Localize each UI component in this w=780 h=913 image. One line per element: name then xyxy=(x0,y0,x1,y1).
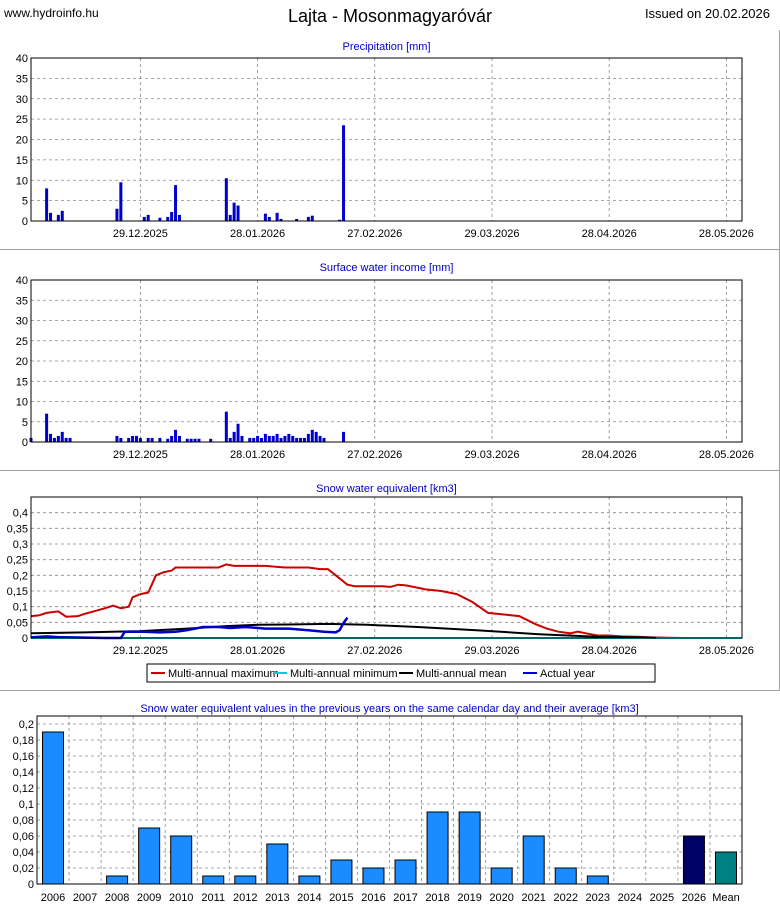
x-tick-label: 2024 xyxy=(617,892,643,904)
y-tick-label: 0,25 xyxy=(6,554,28,567)
x-tick-label: 27.02.2026 xyxy=(347,449,403,461)
bar xyxy=(555,868,576,884)
y-tick-label: 0 xyxy=(27,879,34,891)
y-tick-label: 0,2 xyxy=(12,570,28,583)
x-tick-label: 2020 xyxy=(489,892,514,904)
y-tick-label: 0,16 xyxy=(12,751,34,763)
y-tick-label: 0,18 xyxy=(12,735,34,747)
issued-date: Issued on 20.02.2026 xyxy=(644,6,770,21)
chart-title: Surface water income [mm] xyxy=(319,262,454,274)
y-tick-label: 0,04 xyxy=(12,847,34,859)
y-tick-label: 25 xyxy=(15,114,28,127)
bar xyxy=(491,868,512,884)
y-tick-label: 0 xyxy=(21,437,28,449)
y-tick-label: 35 xyxy=(15,73,28,86)
x-tick-label: 28.01.2026 xyxy=(230,228,286,240)
x-tick-label: 2014 xyxy=(297,892,322,904)
x-tick-label: 28.05.2026 xyxy=(698,645,754,657)
x-tick-label: 29.03.2026 xyxy=(464,645,520,657)
y-tick-label: 40 xyxy=(15,275,28,287)
bar xyxy=(299,876,320,884)
y-tick-label: 40 xyxy=(15,53,28,65)
y-tick-label: 15 xyxy=(15,376,28,389)
bar xyxy=(203,876,224,884)
y-tick-label: 5 xyxy=(21,416,28,429)
y-tick-label: 0,08 xyxy=(12,815,34,827)
x-tick-label: 28.01.2026 xyxy=(230,645,286,657)
y-tick-label: 5 xyxy=(21,195,28,208)
x-tick-label: 29.12.2025 xyxy=(112,449,168,461)
y-tick-label: 25 xyxy=(15,335,28,348)
y-tick-label: 0,3 xyxy=(12,539,28,551)
bar xyxy=(523,836,544,884)
bar xyxy=(683,836,704,884)
x-tick-label: 28.05.2026 xyxy=(698,228,754,240)
x-tick-label: Mean xyxy=(712,892,740,904)
x-tick-label: 2010 xyxy=(168,892,194,904)
x-tick-label: 2022 xyxy=(553,892,578,904)
x-tick-label: 29.03.2026 xyxy=(464,449,520,461)
x-tick-label: 28.04.2026 xyxy=(581,228,637,240)
y-tick-label: 0,12 xyxy=(12,783,34,795)
x-tick-label: 28.04.2026 xyxy=(581,449,637,461)
x-tick-label: 2021 xyxy=(521,892,546,904)
y-tick-label: 10 xyxy=(15,175,28,188)
x-tick-label: 2025 xyxy=(649,892,675,904)
y-tick-label: 20 xyxy=(15,356,28,368)
x-tick-label: 2015 xyxy=(329,892,354,904)
legend-label: Multi-annual minimum xyxy=(290,668,398,680)
bar xyxy=(715,852,736,884)
x-tick-label: 28.04.2026 xyxy=(581,645,637,657)
bar xyxy=(395,860,416,884)
y-tick-label: 15 xyxy=(15,154,28,167)
bar xyxy=(171,836,192,884)
bar xyxy=(427,812,448,884)
x-tick-label: 2013 xyxy=(265,892,290,904)
y-tick-label: 30 xyxy=(15,93,28,106)
y-tick-label: 0,1 xyxy=(12,601,28,614)
y-tick-label: 0,06 xyxy=(12,831,34,843)
y-tick-label: 0,14 xyxy=(12,767,34,779)
x-tick-label: 2007 xyxy=(72,892,98,904)
x-tick-label: 2026 xyxy=(681,892,707,904)
x-tick-label: 2009 xyxy=(136,892,162,904)
legend-label: Multi-annual mean xyxy=(416,668,507,680)
y-tick-label: 0,02 xyxy=(12,863,34,875)
x-tick-label: 2012 xyxy=(233,892,258,904)
bar xyxy=(459,812,480,884)
y-tick-label: 0 xyxy=(21,216,28,228)
chart-title: Snow water equivalent values in the previous years on the same calendar day and their average [km3] xyxy=(140,703,639,715)
y-tick-label: 0,05 xyxy=(6,617,28,630)
y-tick-label: 0,1 xyxy=(18,799,34,811)
x-tick-label: 27.02.2026 xyxy=(347,228,403,240)
x-tick-label: 2016 xyxy=(361,892,386,904)
bar xyxy=(363,868,384,884)
y-tick-label: 0 xyxy=(21,633,28,645)
chart-title: Precipitation [mm] xyxy=(342,41,431,53)
x-tick-label: 29.03.2026 xyxy=(464,228,520,240)
page-title: Lajta - Mosonmagyaróvár xyxy=(287,6,493,26)
bar xyxy=(587,876,608,884)
bar xyxy=(107,876,128,884)
legend-label: Multi-annual maximum xyxy=(168,668,279,680)
x-tick-label: 2023 xyxy=(585,892,611,904)
y-tick-label: 0,15 xyxy=(6,586,28,598)
x-tick-label: 29.12.2025 xyxy=(112,645,168,657)
x-tick-label: 2018 xyxy=(425,892,450,904)
x-tick-label: 27.02.2026 xyxy=(347,645,403,657)
bar xyxy=(331,860,352,884)
y-tick-label: 35 xyxy=(15,295,28,308)
x-tick-label: 28.01.2026 xyxy=(230,449,286,461)
x-tick-label: 29.12.2025 xyxy=(112,228,168,240)
y-tick-label: 0,4 xyxy=(12,507,28,520)
bar xyxy=(43,732,64,884)
bar xyxy=(267,844,288,884)
x-tick-label: 28.05.2026 xyxy=(698,449,754,461)
chart-title: Snow water equivalent [km3] xyxy=(316,483,457,495)
y-tick-label: 30 xyxy=(15,315,28,328)
y-tick-label: 0,35 xyxy=(6,523,28,536)
x-tick-label: 2019 xyxy=(457,892,482,904)
bar xyxy=(235,876,256,884)
y-tick-label: 20 xyxy=(15,134,28,147)
y-tick-label: 10 xyxy=(15,396,28,409)
bar xyxy=(139,828,160,884)
x-tick-label: 2017 xyxy=(393,892,418,904)
x-tick-label: 2011 xyxy=(201,892,226,904)
x-tick-label: 2006 xyxy=(40,892,66,904)
site-name[interactable]: www.hydroinfo.hu xyxy=(4,6,99,20)
y-tick-label: 0,2 xyxy=(18,719,34,731)
legend-label: Actual year xyxy=(540,668,596,680)
x-tick-label: 2008 xyxy=(104,892,130,904)
